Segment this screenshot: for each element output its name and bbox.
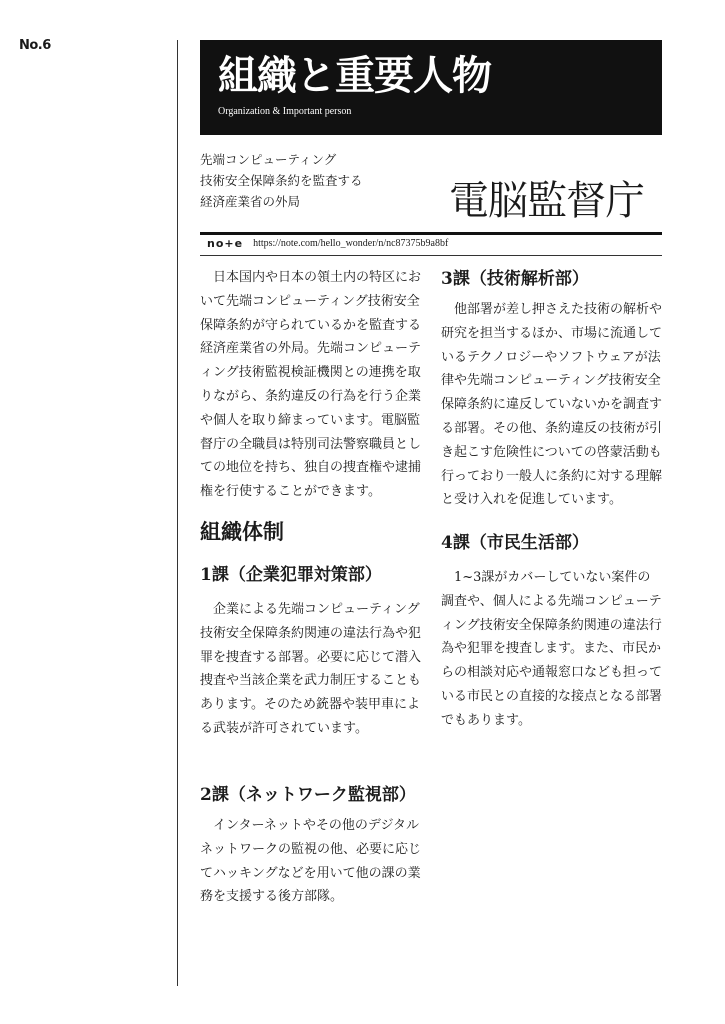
page-subtitle: Organization & Important person (218, 106, 352, 117)
division-body: 企業による先端コンピューティング技術安全保障条約関連の違法行為や犯罪を捜査する部署。必要に応じて潜入捜査や当該企業を武力制圧することもあります。そのため銃器や装甲車による武装が許可されています。 (200, 602, 422, 736)
division-4 (441, 530, 663, 733)
division-body: 1~3課がカバーしていない案件の調査や、個人による先端コンピューティング技術安全保障条約関連の違法行為や犯罪を捜査します。また、市民からの相談対応や通報窓口なども担っている市民との直接的な接点となる部署でもあります。 (441, 570, 663, 728)
division-title: 1課（企業犯罪対策部） (200, 565, 382, 585)
source-line (207, 237, 448, 251)
agency-summary (200, 149, 363, 212)
section-organization (200, 517, 424, 547)
section-heading: 組織体制 (200, 519, 284, 544)
lead-paragraph: 日本国内や日本の領土内の特区において先端コンピューティング技術安全保障条約が守られているかを監査する経済産業省の外局。先端コンピューティング技術監視検証機関との連携を取りながら、条約違反の行為を行う企業や個人を取り締まっています。電脳監督庁の全職員は特別司法警察職員としての地位を持ち、独自の捜査権や逮捕権を行使することができます。 (200, 270, 422, 500)
division-body: インターネットやその他のデジタルネットワークの監視の他、必要に応じてハッキングなどを用いて他の課の業務を支援する後方部隊。 (200, 818, 422, 905)
division-2 (200, 782, 424, 909)
division-title: 2課（ネットワーク監視部） (200, 785, 416, 805)
page-number: No.6 (19, 38, 51, 53)
division-title: 3課（技術解析部） (441, 269, 589, 289)
summary-line: 先端コンピューティング (200, 152, 337, 167)
summary-line: 経済産業省の外局 (200, 194, 301, 209)
division-title: 4課（市民生活部） (441, 533, 589, 553)
margin-rule (177, 40, 178, 986)
summary-line: 技術安全保障条約を監査する (200, 173, 363, 188)
divider-thick (200, 232, 662, 235)
division-1 (200, 562, 424, 741)
page-title: 組織と重要人物 (218, 53, 491, 99)
division-3 (441, 266, 663, 512)
division-body: 他部署が差し押さえた技術の解析や研究を担当するほか、市場に流通しているテクノロジーやソフトウェアが法律や先端コンピューティング技術安全保障条約に違反していないかを調査する部署。その他、条約違反の技術が引き起こす危険性についての啓蒙活動も行っており一般人に条約に対する理解と受け入れを促進しています。 (441, 302, 663, 508)
note-logo: no+e (207, 237, 244, 250)
title-banner (200, 40, 662, 135)
lead-column (200, 266, 424, 504)
divider-thin (200, 255, 662, 256)
agency-name: 電脳監督庁 (449, 178, 644, 224)
source-url[interactable]: https://note.com/hello_wonder/n/nc87375b9a8bf (253, 238, 449, 249)
